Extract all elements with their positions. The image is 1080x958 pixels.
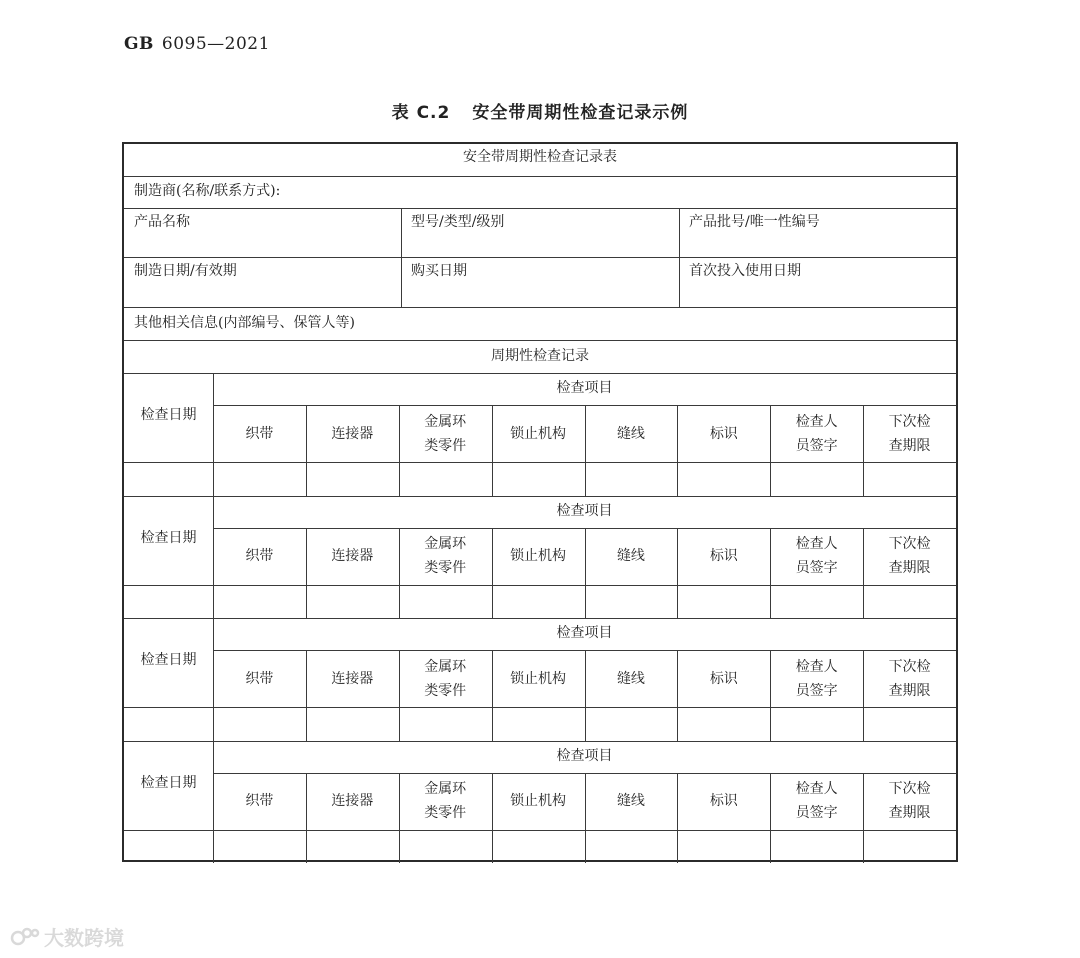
inspection-date-label: 检查日期 [140,652,197,668]
table-title-text: 安全带周期性检查记录示例 [472,103,689,123]
inspection-item-header: 检查人 员签字 [795,536,838,576]
inspection-item-header: 锁止机构 [510,425,567,442]
inspection-item-header: 标识 [709,548,738,564]
inspection-item-header: 下次检 查期限 [888,536,931,576]
inspection-items-label: 检查项目 [556,625,613,641]
inspection-value-cell[interactable] [492,830,585,864]
inspection-value-cell[interactable] [770,462,863,496]
inspection-item-header: 标识 [709,670,738,687]
inspection-value-cell[interactable] [492,585,585,619]
inspection-item-header: 织带 [245,548,274,564]
standard-code [124,34,270,54]
inspection-item-header: 金属环 类零件 [424,536,467,576]
inspection-item-header: 织带 [245,425,274,442]
inspection-item-header: 检查人 员签字 [795,658,838,699]
inspection-value-cell[interactable] [213,830,306,864]
inspection-item-header: 检查人 员签字 [795,781,838,821]
inspection-date-label: 检查日期 [140,774,197,791]
inspection-value-cell[interactable] [863,462,956,496]
inspection-item-header: 连接器 [331,793,374,809]
inspection-value-cell[interactable] [585,462,678,496]
inspection-value-cell[interactable] [399,585,492,619]
inspection-item-header: 锁止机构 [510,793,567,809]
first-use-label: 首次投入使用日期 [689,263,801,279]
inspection-value-cell[interactable] [306,585,399,619]
product-name-label: 产品名称 [134,214,190,230]
inspection-item-header: 缝线 [616,793,645,809]
inspection-items-label: 检查项目 [556,380,613,396]
inspection-value-cell[interactable] [306,830,399,864]
inspection-items-label: 检查项目 [556,502,613,519]
inspection-item-header: 下次检 查期限 [888,413,931,454]
inspection-item-header: 锁止机构 [510,548,567,564]
inspection-item-header: 锁止机构 [510,670,567,687]
inspection-value-cell[interactable] [306,707,399,741]
inspection-date-value-cell[interactable] [124,707,213,741]
inspection-value-cell[interactable] [677,707,770,741]
inspection-date-value-cell[interactable] [124,585,213,619]
inspection-value-cell[interactable] [863,707,956,741]
inspection-item-header: 金属环 类零件 [424,413,467,454]
inspection-item-header: 缝线 [616,670,645,687]
table-number: 表 C.2 [391,103,451,123]
inspection-value-cell[interactable] [770,707,863,741]
manufacturer-label: 制造商(名称/联系方式): [134,183,281,199]
inspection-date-value-cell[interactable] [124,830,213,864]
inspection-value-cell[interactable] [399,462,492,496]
inspection-value-cell[interactable] [213,585,306,619]
model-label: 型号/类型/级别 [411,214,505,230]
inspection-value-cell[interactable] [677,585,770,619]
inspection-value-cell[interactable] [492,707,585,741]
inspection-item-header: 标识 [709,425,738,442]
inspection-item-header: 金属环 类零件 [424,658,467,699]
inspection-item-header: 缝线 [616,548,645,564]
watermark [10,922,124,951]
watermark-text: 大数跨境 [44,926,124,950]
inspection-value-cell[interactable] [863,830,956,864]
block-divider [124,618,956,619]
inspection-item-header: 下次检 查期限 [888,781,931,821]
inspection-date-label: 检查日期 [140,529,197,546]
inspection-item-header: 检查人 员签字 [795,413,838,454]
inspection-value-cell[interactable] [863,585,956,619]
periodic-record-title: 周期性检查记录 [491,348,589,364]
inspection-value-cell[interactable] [677,830,770,864]
inspection-value-cell[interactable] [770,830,863,864]
inspection-item-header: 下次检 查期限 [888,658,931,699]
inspection-item-header: 标识 [709,793,738,809]
inspection-value-cell[interactable] [770,585,863,619]
inspection-value-cell[interactable] [306,462,399,496]
inspection-item-header: 连接器 [331,425,374,442]
inspection-value-cell[interactable] [399,707,492,741]
inspection-value-cell[interactable] [585,830,678,864]
inspection-value-cell[interactable] [213,462,306,496]
mfg-date-label: 制造日期/有效期 [134,263,237,279]
table-title [0,98,1080,123]
inspection-item-header: 连接器 [331,670,374,687]
purchase-date-label: 购买日期 [411,263,467,279]
inspection-date-value-cell[interactable] [124,462,213,496]
block-divider [124,496,956,497]
inspection-value-cell[interactable] [213,707,306,741]
inspection-value-cell[interactable] [399,830,492,864]
inspection-items-label: 检查项目 [556,747,613,764]
inspection-value-cell[interactable] [585,585,678,619]
inspection-item-header: 连接器 [331,548,374,564]
form-title: 安全带周期性检查记录表 [463,149,617,165]
block-divider [124,741,956,742]
inspection-date-label: 检查日期 [140,407,197,423]
inspection-item-header: 金属环 类零件 [424,781,467,821]
inspection-record-table [122,142,958,862]
other-info-label: 其他相关信息(内部编号、保管人等) [134,315,355,331]
standard-prefix: GB [124,34,154,54]
inspection-value-cell[interactable] [585,707,678,741]
inspection-item-header: 织带 [245,670,274,687]
inspection-value-cell[interactable] [492,462,585,496]
batch-label: 产品批号/唯一性编号 [689,214,820,230]
standard-number: 6095—2021 [161,34,270,54]
logo-icon [10,926,40,948]
inspection-item-header: 缝线 [616,425,645,442]
inspection-item-header: 织带 [245,793,274,809]
inspection-value-cell[interactable] [677,462,770,496]
